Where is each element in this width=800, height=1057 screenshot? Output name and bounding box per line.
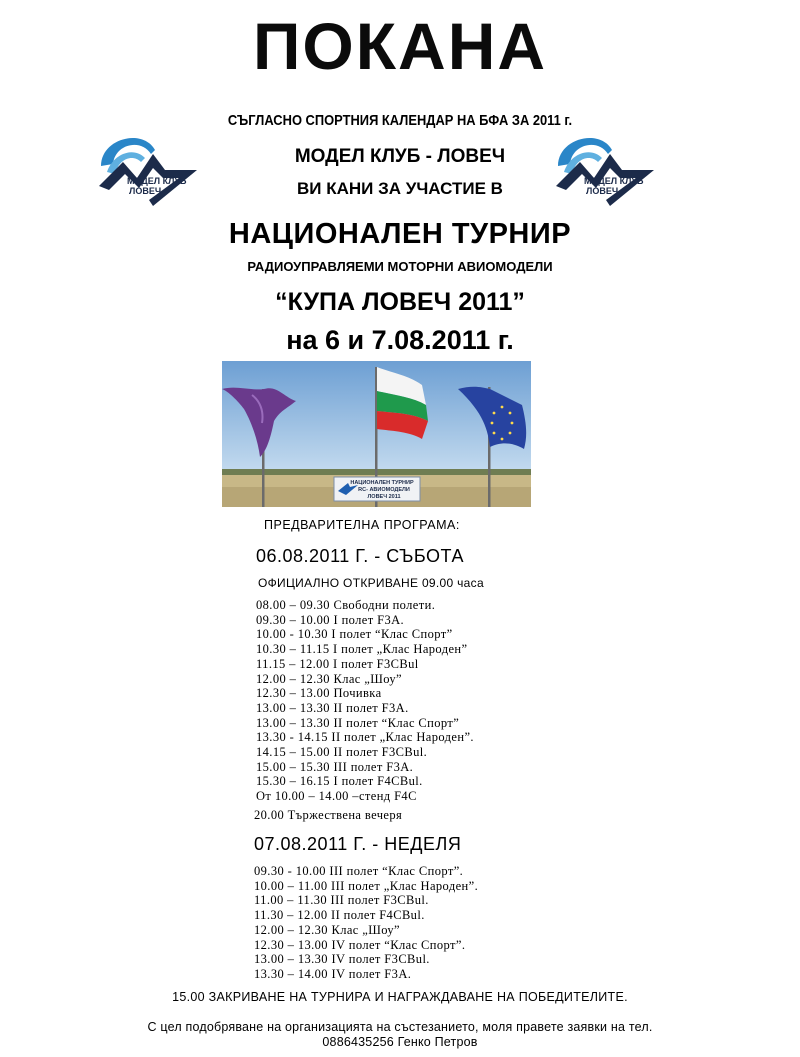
category-line: РАДИОУПРАВЛЯЕМИ МОТОРНИ АВИОМОДЕЛИ [247, 259, 553, 274]
event-dates: на 6 и 7.08.2011 г. [286, 325, 514, 355]
day1-schedule [256, 598, 474, 804]
schedule-item: 09.30 – 10.00 I полет F3A. [256, 612, 405, 627]
schedule-item: 13.00 – 13.30 II полет F3A. [256, 700, 409, 715]
program-heading: ПРЕДВАРИТЕЛНА ПРОГРАМА: [264, 518, 460, 532]
schedule-item: 15.00 – 15.30 III полет F3A. [256, 759, 414, 774]
page-title: ПОКАНА [252, 9, 548, 83]
schedule-item: 11.00 – 11.30 III полет F3CBul. [254, 893, 429, 908]
schedule-item: 15.30 – 16.15 I полет F4CBul. [256, 774, 423, 789]
schedule-item: 10.00 - 10.30 I полет “Клас Спорт” [256, 627, 453, 642]
schedule-item: 11.30 – 12.00 II полет F4CBul. [254, 908, 425, 923]
contact-phone: 0886435256 Генко Петров [322, 1035, 478, 1049]
banner-line1: НАЦИОНАЛЕН ТУРНИР [350, 480, 414, 486]
schedule-item: 13.30 – 14.00 IV полет F3A. [254, 966, 412, 981]
schedule-item: 12.00 – 12.30 Клас „Шоу” [254, 922, 401, 937]
contact-info [0, 1020, 800, 1050]
schedule-item: 09.30 - 10.00 III полет “Клас Спорт”. [254, 864, 464, 878]
banner-line2: RC- АВИОМОДЕЛИ [358, 487, 410, 493]
day1-title: 06.08.2011 Г. - СЪБОТА [256, 546, 464, 566]
schedule-item: 12.00 – 12.30 Клас „Шоу” [256, 671, 403, 686]
day1-dinner: 20.00 Тържествена вечеря [254, 808, 403, 822]
schedule-item: 12.30 – 13.00 IV полет “Клас Спорт”. [254, 937, 466, 952]
schedule-item: 13.00 – 13.30 IV полет F3CBul. [254, 952, 430, 967]
banner-line3: ЛОВЕЧ 2011 [367, 494, 401, 500]
schedule-item: 13.00 – 13.30 II полет “Клас Спорт” [256, 715, 460, 730]
schedule-item: 13.30 - 14.15 II полет „Клас Народен”. [256, 730, 474, 745]
schedule-item: От 10.00 – 14.00 –стенд F4C [256, 789, 417, 804]
schedule-item: 12.30 – 13.00 Почивка [256, 686, 382, 701]
schedule-item: 11.15 – 12.00 I полет F3CBul [256, 656, 419, 671]
day2-title: 07.08.2011 Г. - НЕДЕЛЯ [254, 834, 462, 854]
day2-schedule [254, 864, 478, 982]
schedule-item: 14.15 – 15.00 II полет F3CBul. [256, 745, 428, 760]
club-logo-left [93, 124, 203, 214]
logo-text-line2: ЛОВЕЧ [129, 186, 162, 196]
schedule-item: 10.30 – 11.15 I полет „Клас Народен” [256, 642, 468, 657]
logo-text-line2: ЛОВЕЧ [586, 186, 619, 196]
club-logo-right [550, 124, 660, 214]
tournament-title: НАЦИОНАЛЕН ТУРНИР [228, 218, 572, 250]
day1-opening: ОФИЦИАЛНО ОТКРИВАНЕ 09.00 часа [258, 576, 484, 590]
schedule-item: 10.00 – 11.00 III полет „Клас Народен”. [254, 878, 479, 893]
logo-text-line1: МОДЕЛ КЛУБ [127, 176, 187, 186]
calendar-subtitle: СЪГЛАСНО СПОРТНИЯ КАЛЕНДАР НА БФА ЗА 2011 г. [227, 112, 573, 129]
club-name: МОДЕЛ КЛУБ - ЛОВЕЧ [294, 146, 506, 167]
invite-line: ВИ КАНИ ЗА УЧАСТИЕ В [297, 179, 503, 198]
contact-line1: С цел подобряване на организацията на състезанието, моля правете заявки на тел. [147, 1020, 653, 1034]
logo-text-line1: МОДЕЛ КЛУБ [584, 176, 644, 186]
cup-name: “КУПА ЛОВЕЧ 2011” [275, 288, 525, 316]
closing-ceremony: 15.00 ЗАКРИВАНЕ НА ТУРНИРА И НАГРАЖДАВАНЕ НА ПОБЕДИТЕЛИТЕ. [172, 990, 628, 1004]
flags-photo [222, 361, 531, 507]
schedule-item: 08.00 – 09.30 Свободни полети. [256, 598, 436, 612]
